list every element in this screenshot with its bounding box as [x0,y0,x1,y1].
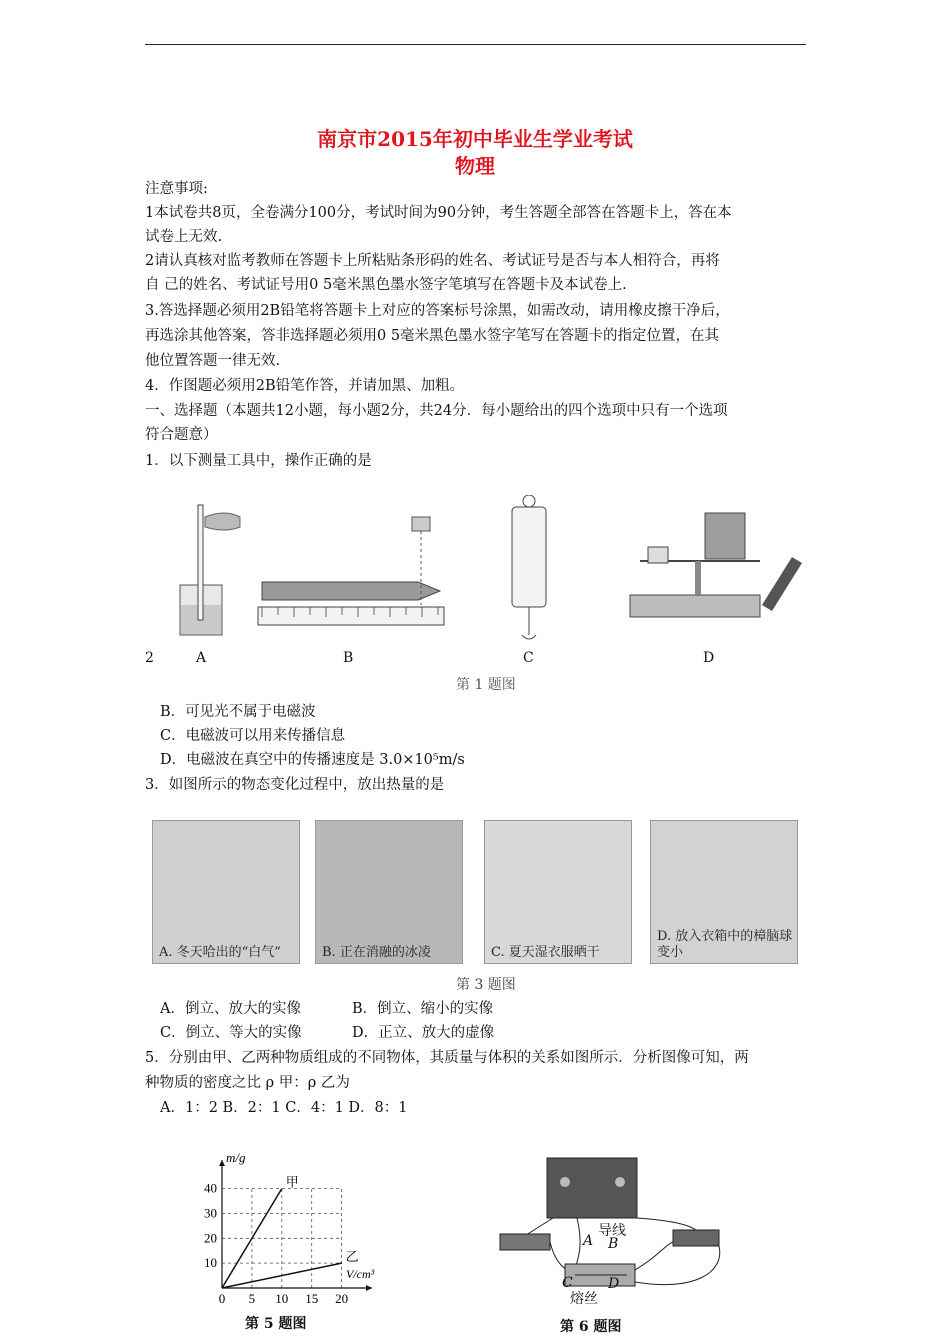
q1-text: 1．以下测量工具中，操作正确的是 [145,453,372,469]
balance-drawing [630,513,802,617]
q1-label-c: C [523,650,534,666]
q4-option-c: C．倒立、等大的实像 [160,1025,302,1041]
y-tick-label: 40 [204,1180,217,1196]
y-axis-label: m/g [226,1150,246,1165]
spring-scale-drawing [512,495,546,639]
q2-option-d: D．电磁波在真空中的传播速度是 3.0×10⁵m/s [160,752,465,768]
power-supply-box [547,1158,637,1218]
y-tick-label: 20 [204,1230,217,1246]
page-title: 南京市2015年初中毕业生学业考试 [317,127,633,151]
q4-option-d: D．正立、放大的虚像 [352,1025,495,1041]
lamp-holder [673,1230,719,1246]
q3-photo-b-label: B. 正在消融的冰凌 [322,945,431,960]
y-axis-arrow [219,1160,225,1166]
note-3c: 他位置答题一律无效. [145,353,281,369]
q4-option-a: A．倒立、放大的实像 [160,1001,301,1017]
series-label-1: 乙 [345,1250,359,1266]
q5-text-b: 种物质的密度之比 ρ 甲：ρ 乙为 [145,1075,350,1091]
x-tick-label: 15 [305,1291,319,1306]
x-axis-label: V/cm³ [346,1267,375,1281]
y-tick-label: 30 [204,1205,217,1221]
section1-heading-a: 一、选择题（本题共12小题，每小题2分，共24分．每小题给出的四个选项中只有一个选项 [145,403,728,419]
page-subject: 物理 [455,154,495,178]
note-2b: 自 己的姓名、考试证号用0 5毫米黑色墨水签字笔填写在答题卡及本试卷上. [145,277,627,293]
note-1a: 1本试卷共8页，全卷满分100分，考试时间为90分钟，考生答题全部答在答题卡上，答在本 [145,205,732,221]
x-tick-label: 10 [275,1291,289,1306]
pencil-ruler-drawing [258,517,444,625]
q2-option-c: C．电磁波可以用来传播信息 [160,728,346,744]
q5-text-a: 5．分别由甲、乙两种物质组成的不同物体，其质量与体积的关系如图所示．分析图像可知，两 [145,1050,749,1066]
switch [500,1234,550,1250]
series-line-1 [222,1263,342,1288]
q3-photo-d-label: D. 放入衣箱中的樟脑球变小 [657,929,793,960]
q3-photo-a-label: A. 冬天哈出的“白气” [159,945,281,960]
notes-heading: 注意事项: [145,181,208,197]
q2-option-b: B．可见光不属于电磁波 [160,704,316,720]
note-3b: 再选涂其他答案，答非选择题必须用0 5毫米黑色墨水签字笔写在答题卡的指定位置，在其 [145,328,720,344]
note-4: 4．作图题必须用2B铅笔作答，并请加黑、加粗。 [145,378,465,394]
q3-photo-a [152,820,300,964]
q3-photo-c [484,820,632,964]
header-rule [145,44,806,45]
x-tick-label: 0 [218,1291,226,1306]
q2-number: 2 [145,650,154,666]
q6-label-d: D [608,1276,620,1292]
q6-label-b: B [608,1236,619,1252]
x-tick-label: 20 [335,1291,349,1306]
q3-photo-b [315,820,463,964]
q4-option-b: B．倒立、缩小的实像 [352,1001,494,1017]
q1-label-a: A [196,650,207,666]
x-tick-label: 5 [248,1291,256,1306]
q6-label-fuse: 熔丝 [570,1291,598,1307]
beaker-thermometer-drawing [180,505,240,635]
q1-label-b: B [343,650,354,666]
q3-photo-d [650,820,798,964]
section1-heading-b: 符合题意） [145,427,218,443]
q3-caption: 第 3 题图 [456,977,516,993]
q3-text: 3．如图所示的物态变化过程中，放出热量的是 [145,777,445,793]
series-label-0: 甲 [285,1175,299,1191]
q6-caption: 第 6 题图 [560,1319,622,1335]
note-1b: 试卷上无效. [145,229,223,245]
q5-options: A．1：2 B．2：1 C．4：1 D．8：1 [160,1100,408,1116]
q1-caption: 第 1 题图 [456,677,516,693]
q5-chart [190,1148,400,1308]
y-tick-label: 10 [204,1255,217,1271]
x-axis-arrow [366,1285,372,1291]
q1-label-d: D [703,650,715,666]
note-3a: 3.答选择题必须用2B铅笔将答题卡上对应的答案标号涂黑，如需改动，请用橡皮擦干净后， [145,303,730,319]
q6-label-a: A [583,1233,594,1249]
q6-label-wire: 导线 [598,1223,626,1239]
q3-photo-c-label: C. 夏天湿衣服晒干 [491,945,600,960]
q1-figure [150,495,810,645]
q5-caption: 第 5 题图 [245,1316,307,1332]
q6-label-c: C [562,1275,573,1291]
note-2a: 2请认真核对监考教师在答题卡上所粘贴条形码的姓名、考试证号是否与本人相符合，再将 [145,253,720,269]
